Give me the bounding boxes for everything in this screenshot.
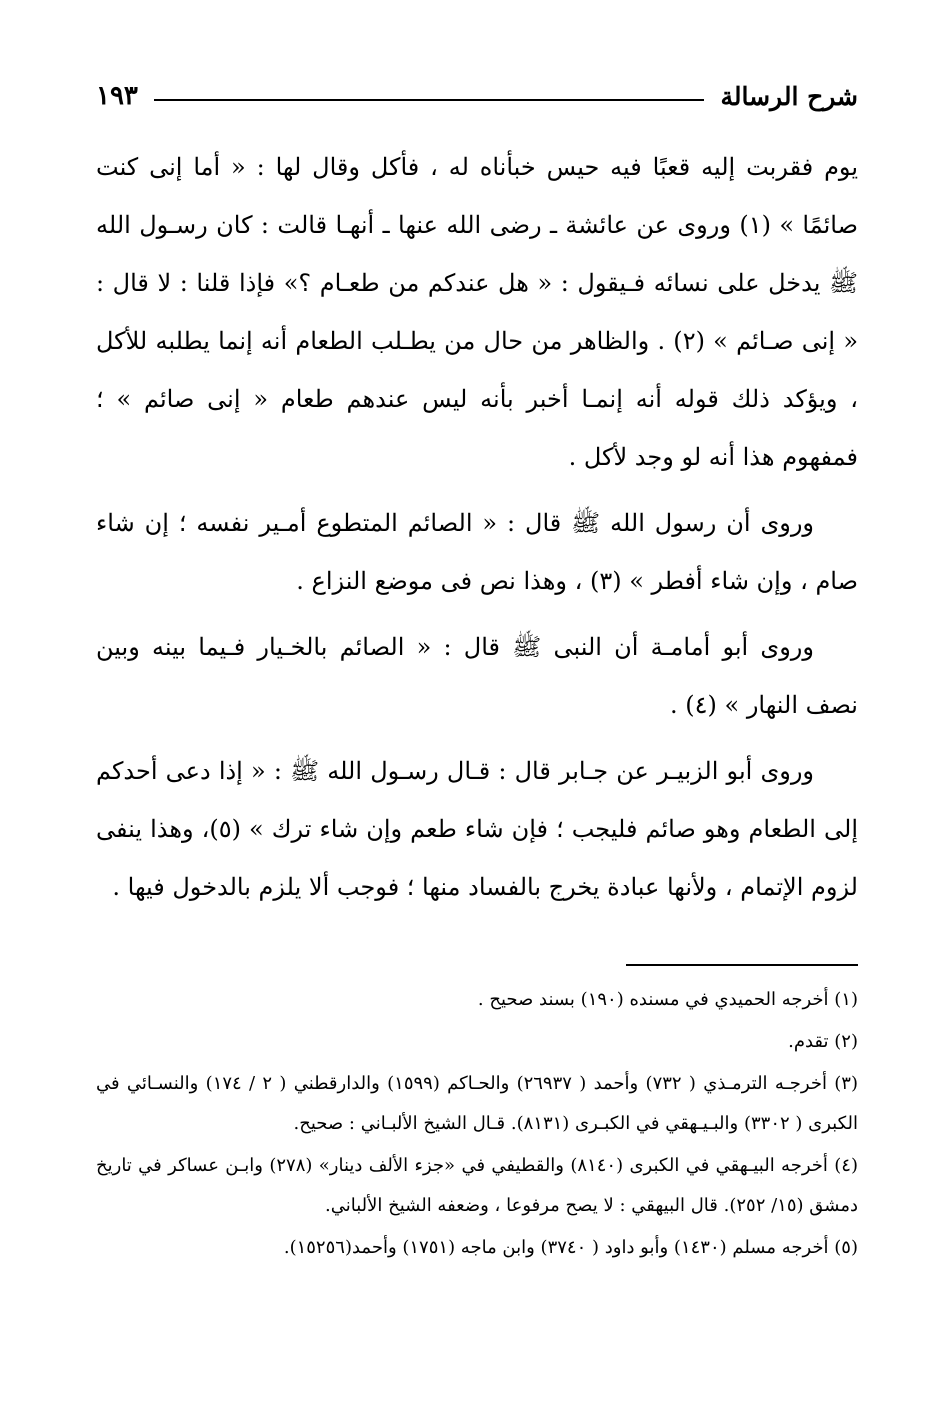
- footnote: (٤) أخرجه البيـهقي في الكبرى (٨١٤٠) والقطيفي في «جزء الألف دينار» (٢٧٨) وابـن عساكر في تاريخ دمشق (١٥/ ٢٥٢). قال البيهقي : لا يصح مرفوعا ، وضعفه الشيخ الألباني.: [96, 1155, 858, 1216]
- footnote: (٣) أخرجـه الترمـذي ( ٧٣٢) وأحمد ( ٢٦٩٣٧) والحـاكم (١٥٩٩) والدارقطني ( ٢ / ١٧٤) والنسـائي في الكبرى ( ٣٣٠٢) والبـيـهقي في الكبـرى (٨١٣١). قـال الشيخ الألبـاني : صحيح.: [96, 1073, 858, 1134]
- footnote-separator: [626, 964, 858, 966]
- page-number: ١٩٣: [96, 81, 138, 111]
- main-text: [96, 138, 858, 924]
- paragraph: وروى أن رسول الله ﷺ قال : « الصائم المتطوع أمـير نفسه ؛ إن شاء صام ، وإن شاء أفطر » (٣) ، وهذا نص فى موضع النزاع .: [96, 509, 858, 595]
- footnote: (٢) تقدم.: [788, 1031, 858, 1052]
- paragraph: وروى أبو أمامـة أن النبى ﷺ قال : « الصائم بالخـيار فـيما بينه وبين نصف النهار » (٤) .: [96, 633, 858, 719]
- footnote: (٥) أخرجه مسلم (١٤٣٠) وأبو داود ( ٣٧٤٠) وابن ماجه (١٧٥١) وأحمد(١٥٢٥٦).: [283, 1237, 858, 1258]
- header-rule: [154, 99, 705, 101]
- footnotes: [96, 980, 858, 1270]
- footnote: (١) أخرجه الحميدي في مسنده (١٩٠) بسند صحيح .: [477, 989, 858, 1010]
- page-header: [96, 76, 858, 116]
- running-title: شرح الرسالة: [720, 81, 858, 111]
- paragraph: وروى أبو الزبيـر عن جـابر قال : قـال رسـول الله ﷺ : « إذا دعى أحدكم إلى الطعام وهو صائم فليجب ؛ فإن شاء طعم وإن شاء ترك » (٥)، وهذا ينفى لزوم الإتمام ، ولأنها عبادة يخرج بالفساد منها ؛ فوجب ألا يلزم بالدخول فيها .: [96, 757, 858, 901]
- paragraph: يوم فقربت إليه قعبًا فيه حيس خبأناه له ، فأكل وقال لها : « أما إنى كنت صائمًا » (١) وروى عن عائشة ـ رضى الله عنها ـ أنهـا قالت : كان رسـول الله ﷺ يدخل على نسائه فـيقول : « هل عندكم من طعـام ؟» فإذا قلنا : لا قال : « إنى صـائم » (٢) . والظاهر من حال من يطـلب الطعام أنه إنما يطلبه للأكل ، ويؤكد ذلك قوله أنه إنمـا أخبر بأنه ليس عندهم طعام « إنى صائم » ؛ فمفهوم هذا أنه لو وجد لأكل .: [96, 153, 858, 471]
